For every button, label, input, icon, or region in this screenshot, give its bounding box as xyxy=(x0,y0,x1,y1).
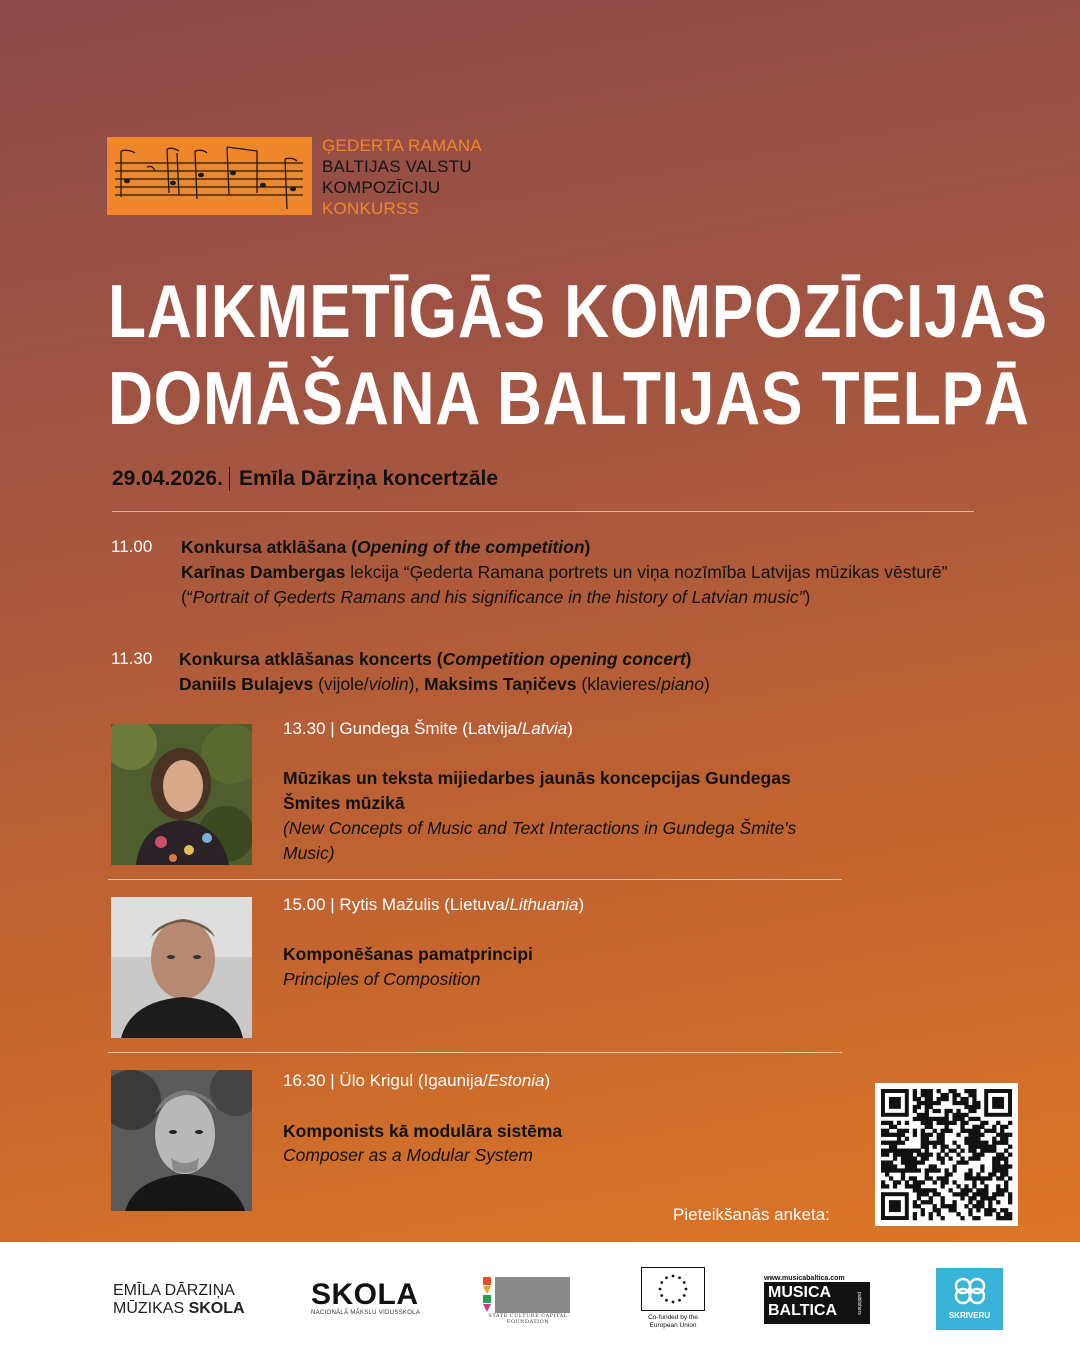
event-title xyxy=(108,268,1048,442)
talk-header: 13.30 | Gundega Šmite (Latvija/Latvia) xyxy=(283,719,573,738)
speaker-name: Ülo Krigul xyxy=(339,1071,414,1090)
talk-subtitle: Principles of Composition xyxy=(283,969,481,989)
talk-time: 16.30 xyxy=(283,1071,326,1090)
program-item-concert: Konkursa atklāšanas koncerts (Competition opening concert) Daniils Bulajevs (vijole/violin), Maksims Taņičevs (klavieres/piano) xyxy=(179,649,710,694)
talk-subtitle: Composer as a Modular System xyxy=(283,1145,533,1165)
qr-code-icon[interactable] xyxy=(875,1083,1018,1226)
eu-flag-icon xyxy=(641,1267,705,1311)
logo-line: KOMPOZĪCIJU xyxy=(322,178,441,197)
performer-name: Maksims Taņičevs xyxy=(424,674,577,694)
lecture-text-en: Portrait of Ģederts Ramans and his significance in the history of Latvian music” xyxy=(192,587,805,607)
title-line: DOMĀŠANA BALTIJAS TELPĀ xyxy=(108,356,1030,440)
talk-title: Mūzikas un teksta mijiedarbes jaunās koncepcijas Gundegas Šmites mūzikā xyxy=(283,768,791,813)
event-venue: Emīla Dārziņa koncertzāle xyxy=(238,467,499,490)
program-time: 11.00 xyxy=(111,537,153,556)
performer-name: Daniils Bulajevs xyxy=(179,674,314,694)
speaker-name: Gundega Šmite xyxy=(339,719,458,738)
competition-name xyxy=(322,135,482,219)
darzins-school-logo: EMĪLA DĀRZIŅA MŪZIKAS SKOLA xyxy=(113,1282,245,1317)
skola-logo: SKOLA NACIONĀLĀ MĀKSLU VIDUSSKOLA xyxy=(311,1278,421,1316)
clover-icon xyxy=(950,1274,990,1306)
speaker-name: Rytis Mažulis xyxy=(339,895,440,914)
logo-line: BALTIJAS VALSTU xyxy=(322,157,472,176)
musica-baltica-logo: www.musicabaltica.com MUSICA BALTICA publishers xyxy=(764,1275,870,1324)
vkkf-logo: STATE CULTURE CAPITAL FOUNDATION xyxy=(483,1277,573,1325)
talk-subtitle: (New Concepts of Music and Text Interactions in Gundega Šmite's Music) xyxy=(283,818,797,863)
skriveru-logo: SKRIVERU xyxy=(936,1268,1003,1330)
talk-title: Komponēšanas pamatprincipi xyxy=(283,944,533,964)
speaker-photo xyxy=(111,724,252,865)
program-heading: Konkursa atklāšana ( xyxy=(181,537,358,557)
logo-line: ĢEDERTA RAMANA xyxy=(322,136,482,155)
divider xyxy=(108,1052,842,1053)
competition-logo xyxy=(107,137,312,215)
program-time: 11.30 xyxy=(111,649,153,668)
program-heading-en: Opening of the competition xyxy=(357,537,585,557)
talk-time: 13.30 xyxy=(283,719,326,738)
divider xyxy=(112,511,974,512)
sponsor-footer xyxy=(0,1242,1080,1350)
date-venue xyxy=(112,467,498,491)
divider xyxy=(229,467,230,491)
logo-line: KONKURSS xyxy=(322,199,420,218)
talk-time: 15.00 xyxy=(283,895,326,914)
lecture-text: lekcija “Ģederta Ramana portrets un viņa nozīmība Latvijas mūzikas vēsturē” (“ xyxy=(181,562,948,607)
program-heading: Konkursa atklāšanas koncerts ( xyxy=(179,649,443,669)
lecturer-name: Karīnas Dambergas xyxy=(181,562,346,582)
talk-header: 16.30 | Ülo Krigul (Igaunija/Estonia) xyxy=(283,1071,551,1090)
divider xyxy=(108,879,842,880)
talk-title: Komponists kā modulāra sistēma xyxy=(283,1121,563,1141)
speaker-photo xyxy=(111,897,252,1038)
talk-header: 15.00 | Rytis Mažulis (Lietuva/Lithuania) xyxy=(283,895,585,914)
title-line: LAIKMETĪGĀS KOMPOZĪCIJAS xyxy=(108,269,1048,353)
speaker-photo xyxy=(111,1070,252,1211)
event-date: 29.04.2026. xyxy=(112,467,223,490)
music-notation-icon xyxy=(107,137,312,215)
program-item-opening: Konkursa atklāšana (Opening of the competition) Karīnas Dambergas lekcija “Ģederta Ramana portrets un viņa nozīmība Latvijas mūzikas vēsturē” (“Portrait of Ģederts Ramans and his significance in the history of Latvian music”) xyxy=(181,537,948,607)
eu-logo: Co-funded by the European Union xyxy=(640,1267,706,1330)
registration-label: Pieteikšanās anketa: xyxy=(673,1205,830,1224)
program-heading-en: Competition opening concert xyxy=(442,649,686,669)
